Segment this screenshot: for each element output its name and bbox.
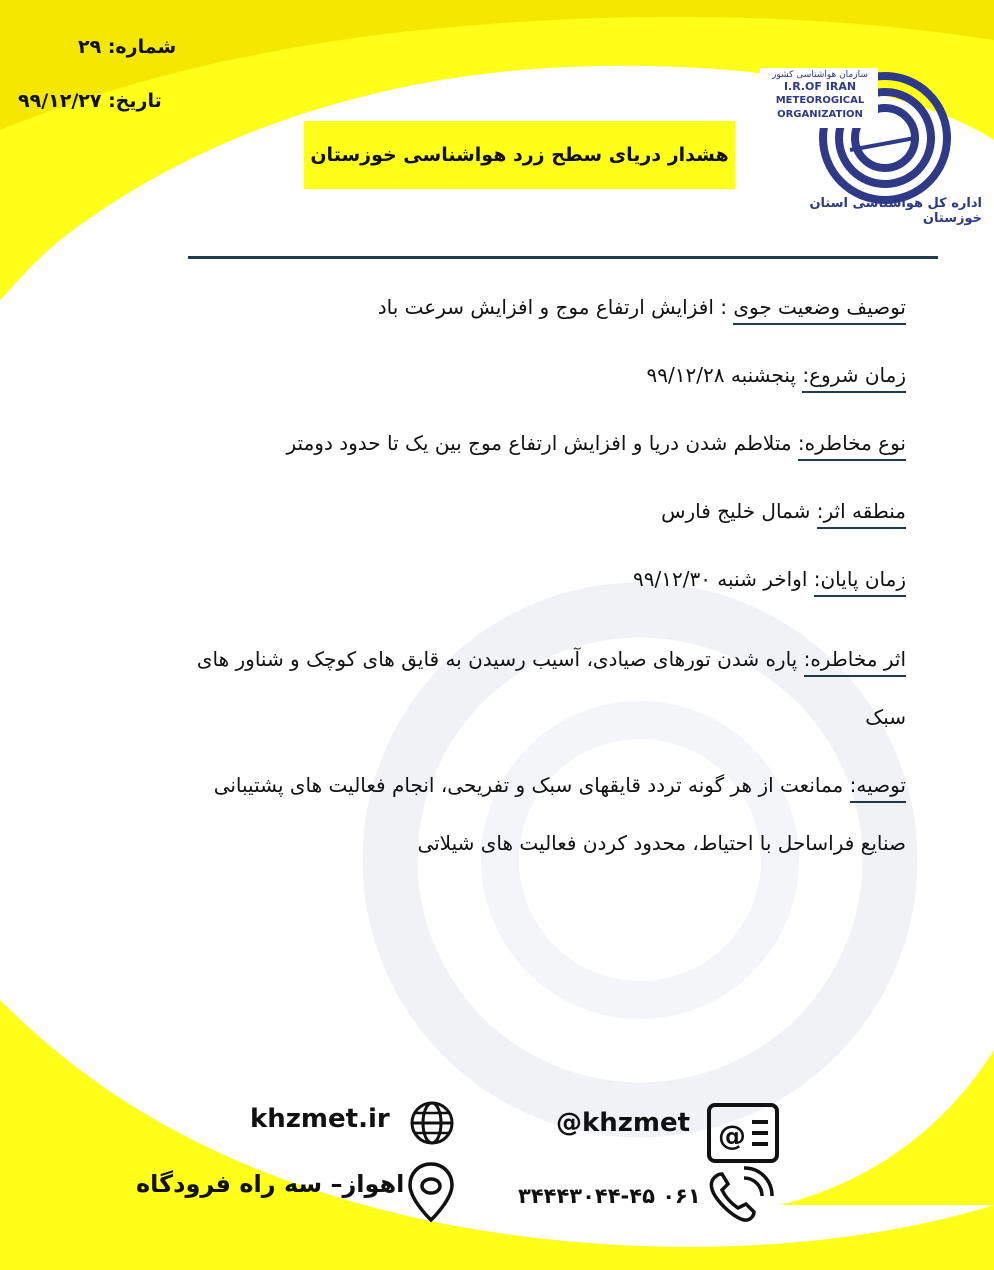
field-value: اواخر شنبه ۹۹/۱۲/۳۰	[633, 567, 814, 591]
location-pin-icon	[404, 1160, 458, 1224]
svg-text:@: @	[718, 1119, 746, 1152]
field-label: اثر مخاطره:	[804, 647, 906, 677]
address-text: اهواز– سه راه فرودگاه	[136, 1170, 405, 1198]
field-recommendation	[186, 756, 906, 872]
field-start-time	[186, 358, 906, 392]
field-affected-area	[186, 494, 906, 528]
globe-icon	[408, 1099, 456, 1147]
meteorological-organization-logo	[760, 68, 982, 228]
warning-title: هشدار دریای سطح زرد هواشناسی خوزستان	[310, 144, 729, 166]
field-value: ممانعت از هر گونه تردد قایقهای سبک و تفریحی، انجام فعالیت های پشتیبانی صنایع فراساحل با احتیاط، محدود کردن فعالیت های شیلاتی	[213, 773, 906, 855]
field-value: : افزایش ارتفاع موج و افزایش سرعت باد	[377, 295, 734, 319]
logo-text-persian: سازمان هواشناسی کشور	[772, 70, 868, 80]
logo-text-line3: METEOROGICAL	[775, 95, 865, 106]
field-hazard-type	[186, 426, 906, 460]
field-label: توصیف وضعیت جوی	[733, 295, 906, 325]
field-label: نوع مخاطره:	[798, 431, 906, 461]
field-value: پنجشنبه ۹۹/۱۲/۲۸	[646, 363, 803, 387]
header-divider	[188, 256, 938, 259]
warning-title-box	[304, 121, 735, 189]
field-value: شمال خلیج فارس	[661, 499, 817, 523]
field-label: توصیه:	[850, 773, 906, 803]
field-label: زمان شروع:	[802, 363, 906, 393]
phone-number[interactable]: ۰۶۱ ۳۴۴۴۳۰۴۴-۴۵	[518, 1184, 701, 1208]
contact-card-icon	[706, 1102, 780, 1164]
logo-office-name: اداره کل هواشناسی استان خوزستان	[809, 196, 982, 226]
logo-text-line2: I.R.OF IRAN	[783, 80, 857, 93]
field-label: زمان پایان:	[814, 567, 906, 597]
field-value: پاره شدن تورهای صیادی، آسیب رسیدن به قایق های کوچک و شناور های سبک	[196, 647, 906, 729]
document-number: شماره: ۲۹	[78, 36, 177, 58]
field-value: متلاطم شدن دریا و افزایش ارتفاع موج بین یک تا حدود دومتر	[286, 431, 798, 455]
field-weather-description	[186, 290, 906, 324]
field-label: منطقه اثر:	[817, 499, 906, 529]
logo-text-line4: ORGANIZATION	[777, 109, 863, 120]
field-hazard-impact	[186, 630, 906, 746]
document-date: تاریخ: ۹۹/۱۲/۲۷	[18, 90, 162, 112]
social-handle[interactable]: @khzmet	[556, 1108, 691, 1138]
field-end-time	[186, 562, 906, 596]
website-link[interactable]: khzmet.ir	[250, 1104, 390, 1134]
phone-call-icon	[704, 1166, 778, 1224]
